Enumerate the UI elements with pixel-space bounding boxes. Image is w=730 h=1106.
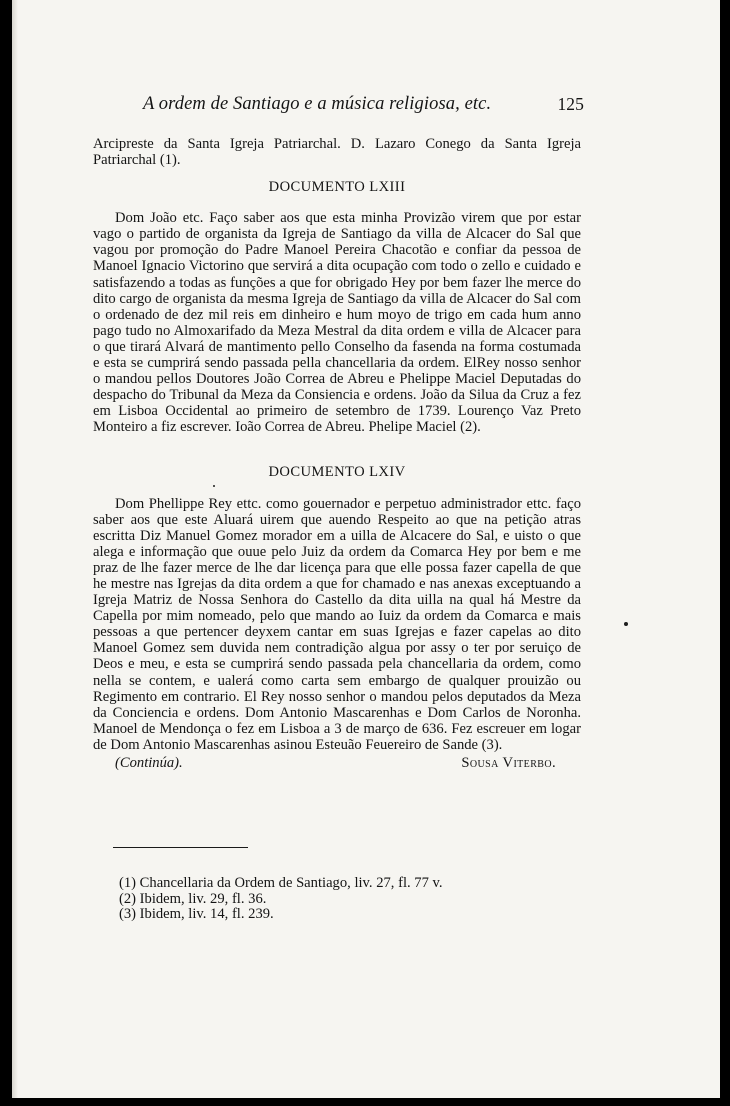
- intro-paragraph: Arcipreste da Santa Igreja Patriarchal. D. Lazaro Conego da Santa Igreja Patriarchal (1).: [93, 136, 581, 169]
- page-left-shadow: [12, 0, 18, 1098]
- document-body-lxiii: Dom João etc. Faço saber aos que esta minha Provizão virem que por estar vago o partido de organista da Igreja de Santiago da villa de Alcacer do Sal que vagou por promoção do Padre Manoel Pereira Chacotão e confiar da pessoa de Manoel Ignacio Victorino que servirá a dita ocupação com todo o zello e cuidado e satisfazendo a todas as funções a que for obrigado Hey por bem fazer lhe merce do dito cargo de organista da mesma Igreja de Santiago da villa de Alcacer do Sal com o ordenado de dez mil reis em dinheiro e hum moyo de trigo em cada hum anno pago tudo no Almoxarifado da Meza Mestral da dita ordem e villa de Alcacer para o que tirará Alvará de mantimento pello Conselho da fasenda na forma costumada e esta se cumprirá sendo passada pella chancellaria da ordem. ElRey nosso senhor o mandou pellos Doutores João Correa de Abreu e Phelippe Maciel Deputadas do despacho do Tribunal da Meza da Consiencia e ordens. João da Silua da Cruz a fez em Lisboa Occidental ao primeiro de setembro de 1739. Lourenço Vaz Preto Monteiro a fiz escrever. Ioão Correa de Abreu. Phelipe Maciel (2).: [93, 210, 581, 436]
- page-content: [93, 92, 584, 923]
- page-sheet: [12, 0, 720, 1098]
- running-head: [93, 92, 584, 118]
- footnote-divider: [113, 847, 248, 848]
- ink-speck: [213, 485, 215, 487]
- running-title: A ordem de Santiago e a música religiosa, etc.: [143, 94, 492, 114]
- footnote-1: (1) Chancellaria da Ordem de Santiago, liv. 27, fl. 77 v.: [119, 875, 443, 891]
- ink-speck: [624, 622, 628, 626]
- signature-row: [93, 755, 581, 775]
- author-signature: Sousa Viterbo.: [461, 755, 556, 771]
- document-heading-lxiv: DOCUMENTO LXIV: [268, 463, 406, 480]
- document-heading-lxiii: DOCUMENTO LXIII: [268, 179, 406, 196]
- document-body-lxiv: Dom Phellippe Rey ettc. como gouernador e perpetuo administrador ettc. faço saber aos que este Aluará uirem que auendo Respeito ao que na petição atras escritta Diz Manuel Gomez morador em a uilla de Alcacere do Sal, e uisto o que alega e informação que ouue pelo Juiz da ordem da Comarca Hey por bem e me praz de lhe fazer merce de lhe dar licença para que elle possa fazer capella de que he mestre nas Igrejas da dita ordem a que for chamado e nas anexas exceptuando a Igreja Matriz de Nossa Senhora do Castello da dita uilla na qual há Mestre da Capella por mim nomeado, pelo que mando ao Iuiz da ordem da Comarca e mais pessoas a que pertencer deyxem cantar em suas Igrejas e fazer capelas ao dito Manoel Gomez sem duvida nem contradição algua por assy o ter por seruiço de Deos e meu, e esta se cumprirá sendo passada pela chancellaria da ordem, como nella se contem, e ualerá como carta sem embargo de qualquer prouizão ou Regimento em contrario. El Rey nosso senhor o mandou pelos deputados da Meza da Conciencia e ordens. Dom Antonio Mascarenhas e Dom Carlos de Noronha. Manoel de Mendonça o fez em Lisboa a 3 de março de 636. Fez escreuer em logar de Dom Antonio Mascarenhas asinou Esteuão Feuereiro de Sande (3).: [93, 495, 581, 753]
- footnote-3: (3) Ibidem, liv. 14, fl. 239.: [119, 906, 274, 923]
- footnote-2: (2) Ibidem, liv. 29, fl. 36.: [119, 890, 267, 907]
- footnotes: [93, 876, 581, 923]
- page-number: 125: [557, 94, 584, 114]
- continuation-note: (Continúa).: [115, 755, 183, 771]
